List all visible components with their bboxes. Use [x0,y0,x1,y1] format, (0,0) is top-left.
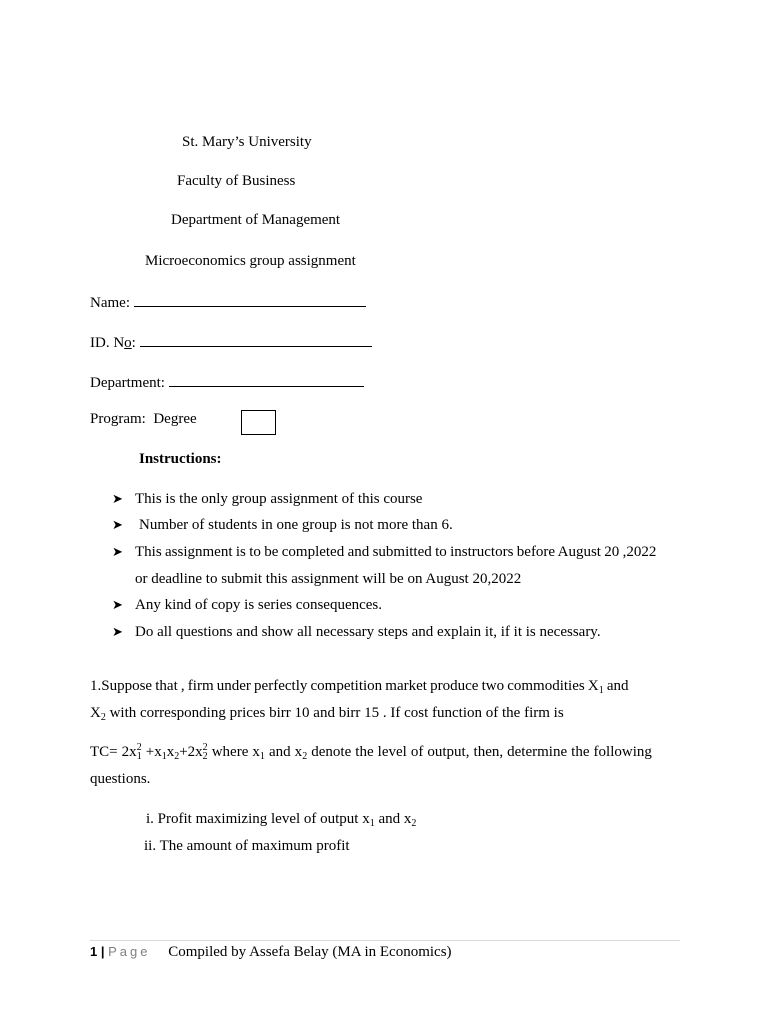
instruction-item: Do all questions and show all necessary steps and explain it, if it is necessary. [135,624,601,640]
department-blank-line [169,373,364,387]
question-1-line-2: $X_2$ with corresponding prices birr 10 and birr 15 . If cost function of the firm is [90,705,564,723]
page-number: 1 [90,944,98,959]
instruction-item: Number of students in one group is not more than 6. [139,517,453,533]
instruction-item: This is the only group assignment of this course [135,491,423,507]
instructions-title: Instructions: [139,451,222,467]
page-word: Page [108,944,151,959]
instruction-item: Any kind of copy is series consequences. [135,597,383,613]
footer-divider [90,940,680,941]
name-blank-line [134,293,366,307]
department-label: Department: [90,375,165,391]
id-label: ID. No: [90,335,136,351]
bullet-icon: ➤ [112,597,123,612]
name-field [90,293,366,311]
faculty-title: Faculty of Business [177,173,296,189]
compiled-by: Compiled by Assefa Belay (MA in Economics) [168,944,452,960]
program-label: Program: [90,411,146,427]
university-title: St. Mary’s University [182,134,312,150]
question-1-line-4: questions. [90,771,151,787]
sub-question-i: i. Profit maximizing level of output $x_1$ and $x_2$ [146,811,417,829]
question-1-line-1: 1.Suppose that , firm under perfectly competition market produce two commodities $X_1$ and [90,678,629,696]
page-footer [90,944,452,961]
sub-question-ii: ii. The amount of maximum profit [144,838,350,854]
bullet-icon: ➤ [112,624,123,639]
bullet-icon: ➤ [112,544,123,559]
instruction-item: This assignment is to be completed and submitted to instructors before August 20 ,2022 [135,544,657,560]
department-title: Department of Management [171,212,341,228]
bullet-icon: ➤ [112,517,123,532]
instruction-item-continued: or deadline to submit this assignment will be on August 20,2022 [135,571,522,587]
program-value: Degree [153,411,197,427]
bullet-icon: ➤ [112,491,123,506]
footer-separator: | [97,944,109,959]
program-field [90,412,197,427]
cost-function-line: $TC= 2x_1^2 +x_1x_2+2x_2^2$ where $x_1$ and $x_2$ denote the level of output, then, determine the following [90,742,652,762]
id-blank-line [140,333,372,347]
degree-checkbox [241,410,276,435]
name-label: Name: [90,295,130,311]
id-field [90,333,372,351]
department-field [90,373,364,391]
assignment-title: Microeconomics group assignment [145,253,356,269]
